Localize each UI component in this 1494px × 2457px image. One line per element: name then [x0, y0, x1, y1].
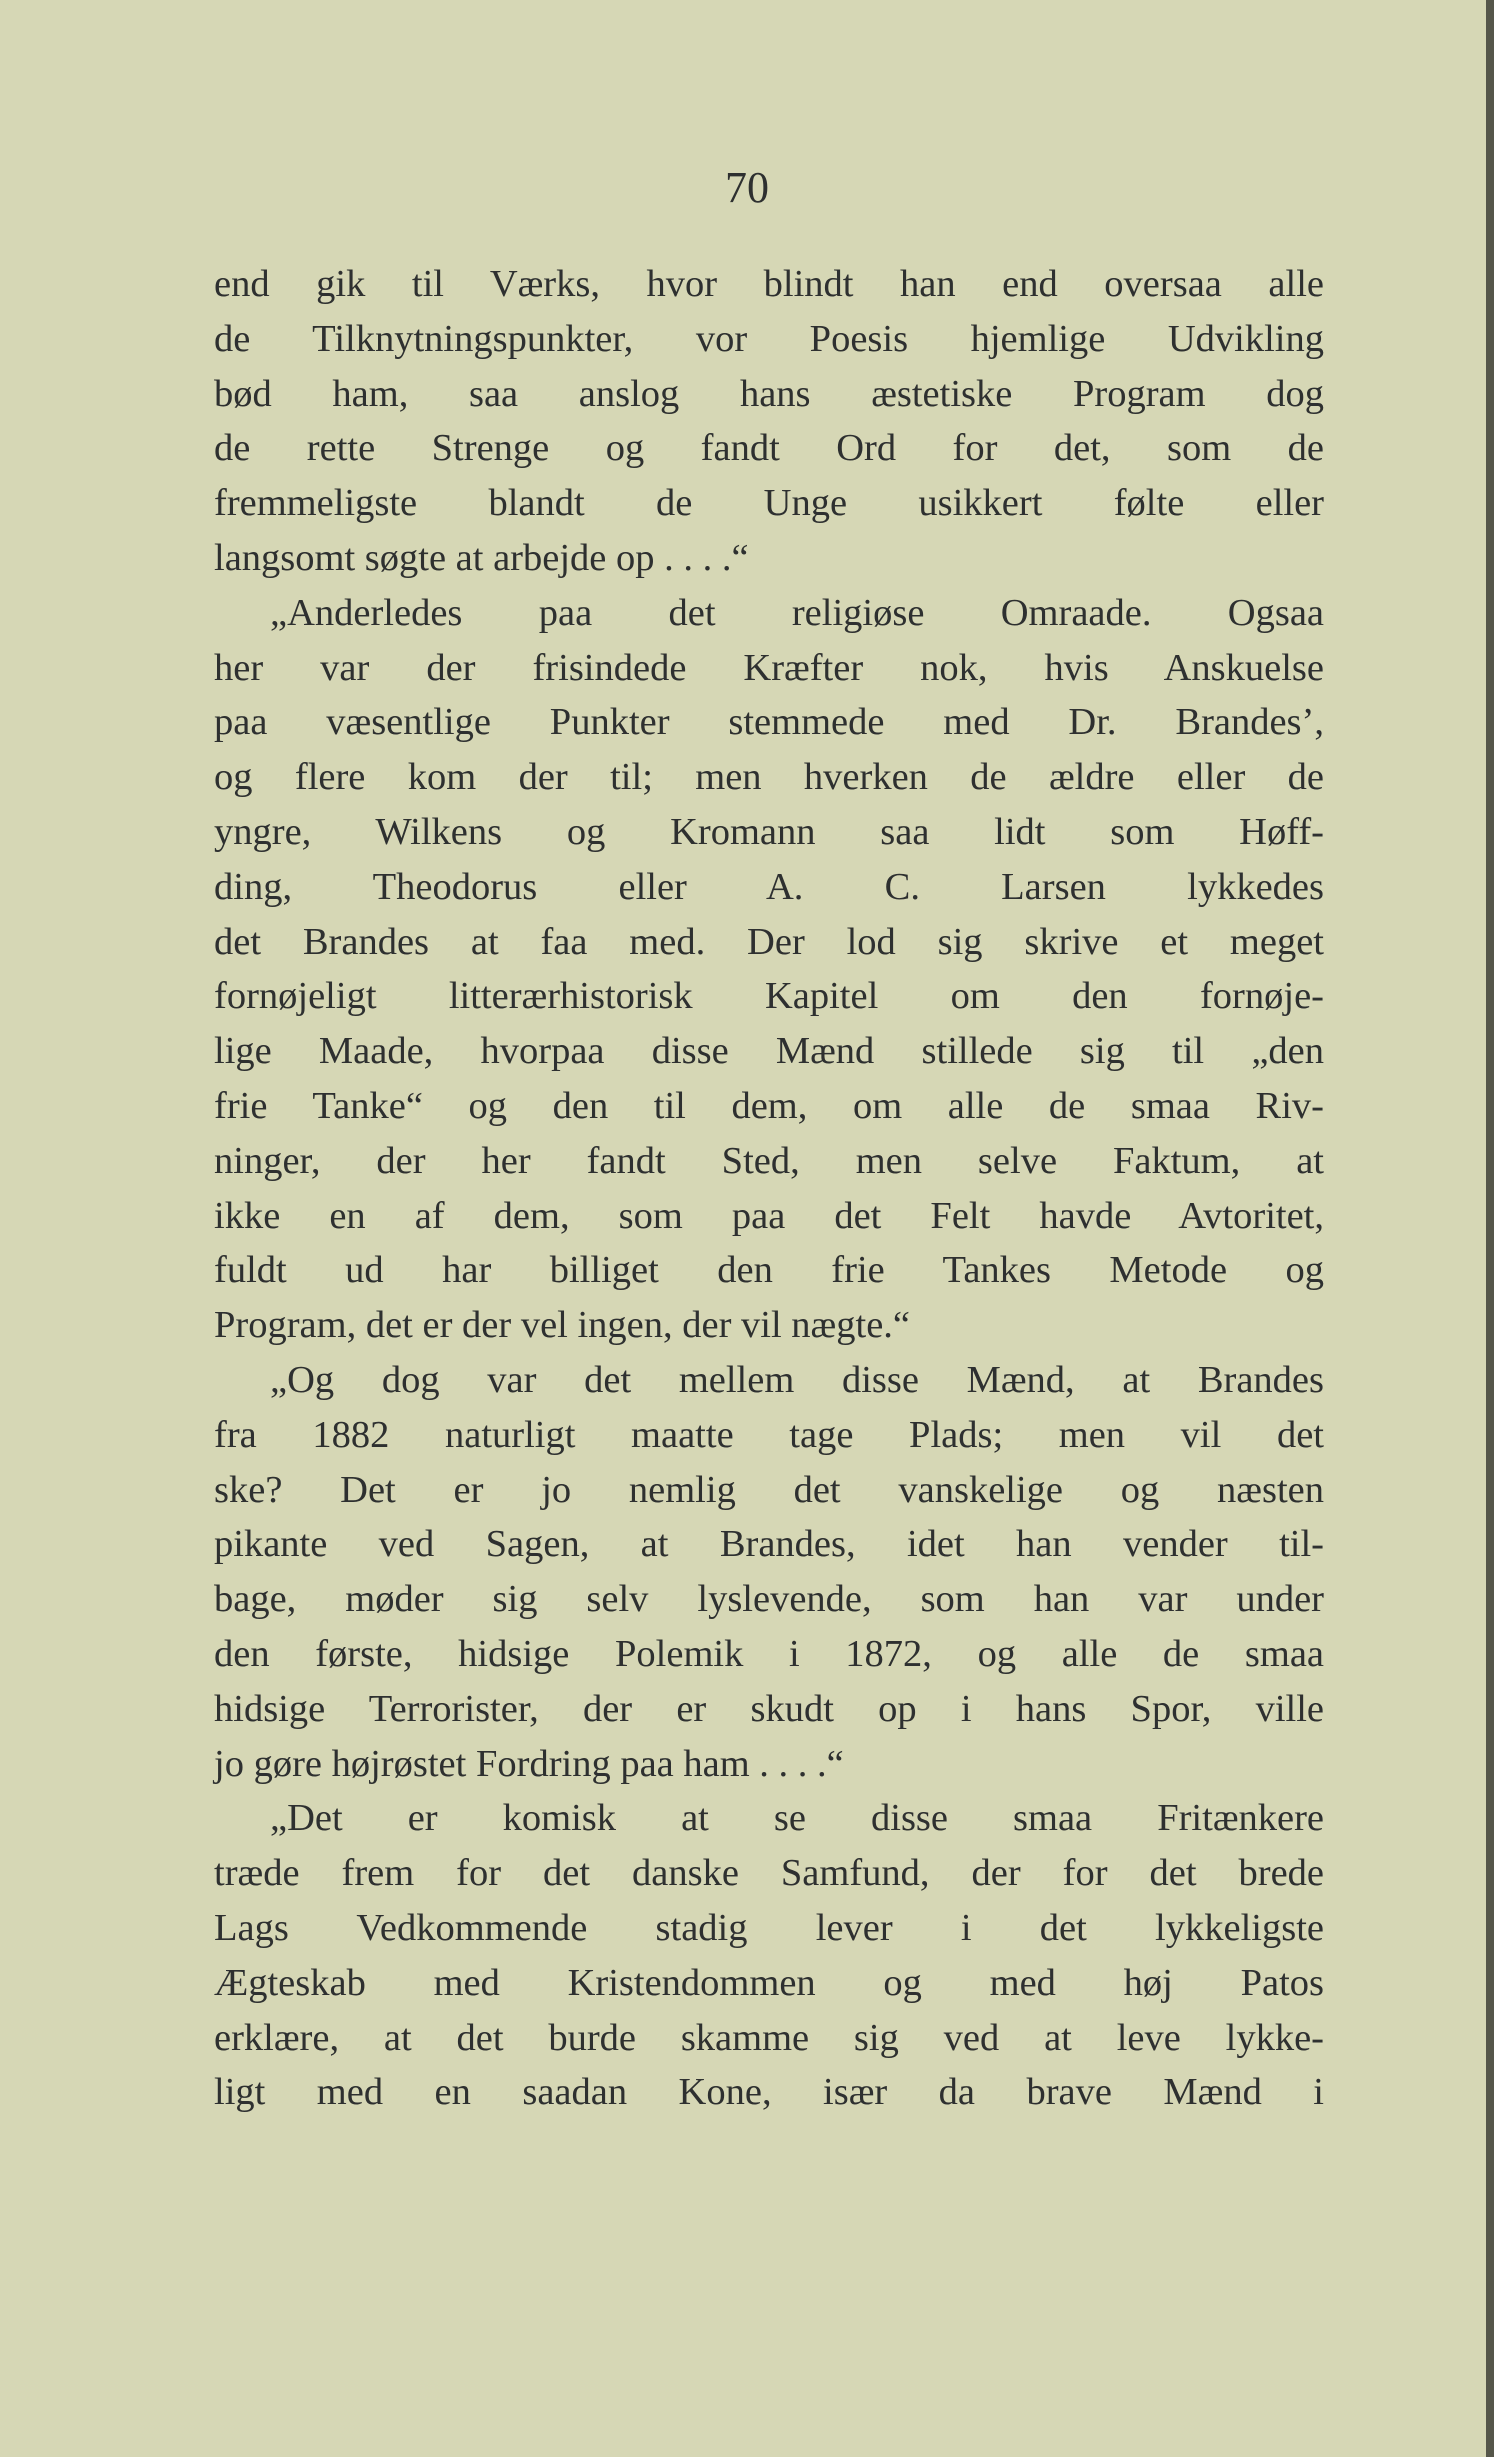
text-line: bød ham, saa anslog hans æstetiske Program dog [214, 372, 1324, 415]
body-text [214, 257, 1324, 2120]
text-line: fuldt ud har billiget den frie Tankes Metode og [214, 1249, 1324, 1292]
text-line: jo gøre højrøstet Fordring paa ham . . . .“ [214, 1742, 844, 1785]
text-line: end gik til Værks, hvor blindt han end oversaa alle [214, 263, 1324, 305]
text-line: og flere kom der til; men hverken de ældre eller de [214, 756, 1324, 799]
text-line: ikke en af dem, som paa det Felt havde Avtoritet, [214, 1194, 1324, 1237]
text-line: Program, det er der vel ingen, der vil nægte.“ [214, 1304, 910, 1347]
text-line: „Det er komisk at se disse smaa Fritænkere [270, 1797, 1324, 1840]
text-line: Lags Vedkommende stadig lever i det lykkeligste [214, 1906, 1324, 1949]
text-line: erklære, at det burde skamme sig ved at leve lykke- [214, 2016, 1324, 2059]
text-line: de rette Strenge og fandt Ord for det, som de [214, 427, 1324, 470]
text-line: fra 1882 naturligt maatte tage Plads; men vil det [214, 1413, 1324, 1456]
page-number: 70 [725, 163, 769, 212]
text-line: den første, hidsige Polemik i 1872, og alle de smaa [214, 1632, 1324, 1675]
text-line: pikante ved Sagen, at Brandes, idet han vender til- [214, 1523, 1324, 1566]
text-line: ligt med en saadan Kone, især da brave Mænd i [214, 2071, 1324, 2114]
text-line: Ægteskab med Kristendommen og med høj Patos [214, 1961, 1324, 2004]
text-line: lige Maade, hvorpaa disse Mænd stillede sig til „den [214, 1030, 1324, 1073]
text-line: bage, møder sig selv lyslevende, som han var under [214, 1578, 1324, 1621]
text-line: de Tilknytningspunkter, vor Poesis hjemlige Udvikling [214, 317, 1324, 360]
text-line: det Brandes at faa med. Der lod sig skrive et meget [214, 920, 1324, 963]
text-line: ske? Det er jo nemlig det vanskelige og næsten [214, 1468, 1324, 1511]
text-line: langsomt søgte at arbejde op . . . .“ [214, 536, 749, 579]
text-line: fremmeligste blandt de Unge usikkert følte eller [214, 482, 1324, 525]
text-line: træde frem for det danske Samfund, der for det brede [214, 1852, 1324, 1895]
text-line: hidsige Terrorister, der er skudt op i hans Spor, ville [214, 1687, 1324, 1730]
text-line: „Anderledes paa det religiøse Omraade. Ogsaa [270, 591, 1324, 634]
text-line: her var der frisindede Kræfter nok, hvis Anskuelse [214, 646, 1324, 689]
text-line: ding, Theodorus eller A. C. Larsen lykkedes [214, 865, 1324, 908]
text-line: fornøjeligt litterærhistorisk Kapitel om den fornøje- [214, 975, 1324, 1018]
text-line: frie Tanke“ og den til dem, om alle de smaa Riv- [214, 1084, 1324, 1127]
text-line: ninger, der her fandt Sted, men selve Faktum, at [214, 1139, 1324, 1182]
text-line: „Og dog var det mellem disse Mænd, at Brandes [270, 1358, 1324, 1401]
text-line: paa væsentlige Punkter stemmede med Dr. Brandes’, [214, 701, 1324, 744]
page-edge [1486, 0, 1494, 2457]
text-line: yngre, Wilkens og Kromann saa lidt som Høff- [214, 810, 1324, 853]
